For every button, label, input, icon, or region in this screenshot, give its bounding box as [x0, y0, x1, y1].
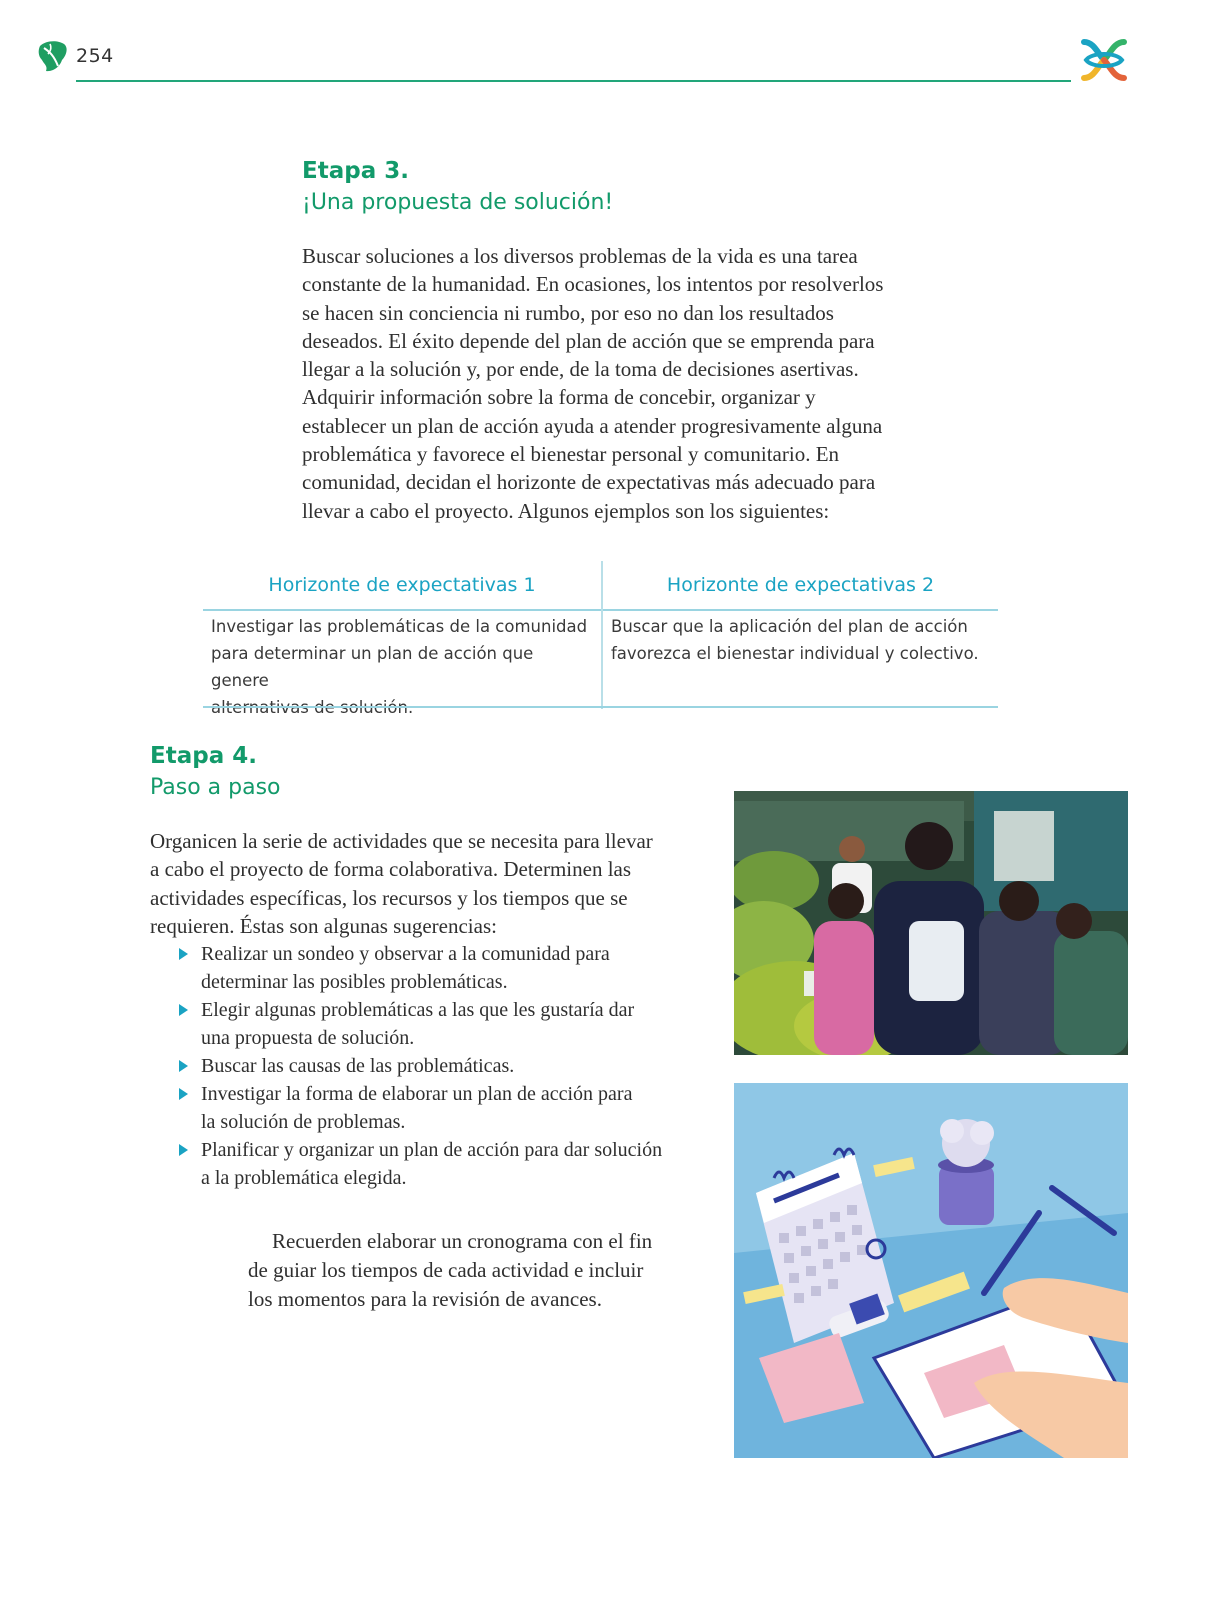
- bullet-line: Elegir algunas problemáticas a las que les gustaría dar: [201, 999, 635, 1021]
- bullet-arrow-icon: [179, 948, 188, 960]
- bullet-line: Realizar un sondeo y observar a la comunidad para: [201, 943, 610, 965]
- paragraph-line: llegar a la solución y, por ende, de la toma de decisiones asertivas.: [302, 357, 859, 382]
- stage3-title: Etapa 3.: [302, 158, 409, 184]
- suggestions-list: [150, 940, 720, 1192]
- table-cell-1: [211, 613, 591, 721]
- stage4-title: Etapa 4.: [150, 743, 257, 769]
- table-cell-2: [611, 613, 988, 667]
- bullet-line: una propuesta de solución.: [201, 1027, 415, 1049]
- cell-line: favorezca el bienestar individual y colectivo.: [611, 644, 979, 663]
- paragraph-line: Buscar soluciones a los diversos problemas de la vida es una tarea: [302, 244, 858, 268]
- paragraph-line: Adquirir información sobre la forma de concebir, organizar y: [302, 385, 816, 410]
- intro-line: a cabo el proyecto de forma colaborativa. Determinen las: [150, 857, 632, 882]
- reminder-line: de guiar los tiempos de cada actividad e incluir: [248, 1258, 644, 1282]
- paragraph-line: llevar a cabo el proyecto. Algunos ejemplos son los siguientes:: [302, 498, 830, 523]
- table-column-1: [203, 561, 601, 709]
- bullet-line: Planificar y organizar un plan de acción para dar solución: [201, 1139, 663, 1161]
- table-header-2: Horizonte de expectativas 2: [603, 561, 998, 611]
- table-divider: [601, 561, 603, 709]
- paragraph-line: comunidad, decidan el horizonte de expectativas más adecuado para: [302, 470, 876, 495]
- stage3-subtitle: ¡Una propuesta de solución!: [302, 190, 614, 215]
- table-header-1: Horizonte de expectativas 1: [203, 561, 601, 611]
- table-column-2: [603, 561, 998, 709]
- colorful-knot-logo: [1076, 32, 1132, 88]
- intro-line: Organicen la serie de actividades que se necesita para llevar: [150, 829, 653, 853]
- bullet-arrow-icon: [179, 1004, 188, 1016]
- bullet-arrow-icon: [179, 1060, 188, 1072]
- cell-line: para determinar un plan de acción que genere: [211, 644, 534, 690]
- list-item: [150, 1052, 720, 1080]
- bullet-line: a la problemática elegida.: [201, 1167, 407, 1189]
- page-number: 254: [76, 45, 114, 67]
- bullet-line: Investigar la forma de elaborar un plan de acción para: [201, 1083, 633, 1105]
- reminder-line: Recuerden elaborar un cronograma con el fin: [272, 1229, 653, 1253]
- planning-illustration: [734, 1083, 1128, 1458]
- table-bottom-rule: [203, 706, 998, 708]
- list-item: [150, 1136, 720, 1192]
- cell-line: Buscar que la aplicación del plan de acción: [611, 617, 968, 636]
- market-photo: [734, 791, 1128, 1055]
- paragraph-line: problemática y favorece el bienestar personal y comunitario. En: [302, 442, 840, 467]
- bullet-line: Buscar las causas de las problemáticas.: [201, 1055, 515, 1077]
- paragraph-line: deseados. El éxito depende del plan de acción que se emprenda para: [302, 328, 875, 353]
- paragraph-line: constante de la humanidad. En ocasiones, los intentos por resolverlos: [302, 272, 884, 297]
- reminder-line: los momentos para la revisión de avances.: [248, 1287, 602, 1311]
- header-rule: [76, 80, 1071, 82]
- leaf-icon: [36, 38, 70, 74]
- intro-line: actividades específicas, los recursos y los tiempos que se: [150, 885, 628, 910]
- reminder-paragraph: [248, 1227, 718, 1314]
- paragraph-line: se hacen sin conciencia ni rumbo, por eso no dan los resultados: [302, 300, 834, 325]
- stage3-paragraph: [302, 242, 1002, 525]
- stage4-intro: [150, 827, 710, 940]
- list-item: [150, 996, 720, 1052]
- paragraph-line: establecer un plan de acción ayuda a atender progresivamente alguna: [302, 413, 883, 438]
- bullet-arrow-icon: [179, 1144, 188, 1156]
- bullet-arrow-icon: [179, 1088, 188, 1100]
- stage4-subtitle: Paso a paso: [150, 775, 281, 800]
- bullet-line: la solución de problemas.: [201, 1111, 406, 1133]
- list-item: [150, 940, 720, 996]
- intro-line: requieren. Éstas son algunas sugerencias:: [150, 913, 497, 938]
- expectations-table: [203, 561, 998, 709]
- cell-line: Investigar las problemáticas de la comunidad: [211, 617, 588, 636]
- bullet-line: determinar las posibles problemáticas.: [201, 971, 508, 993]
- list-item: [150, 1080, 720, 1136]
